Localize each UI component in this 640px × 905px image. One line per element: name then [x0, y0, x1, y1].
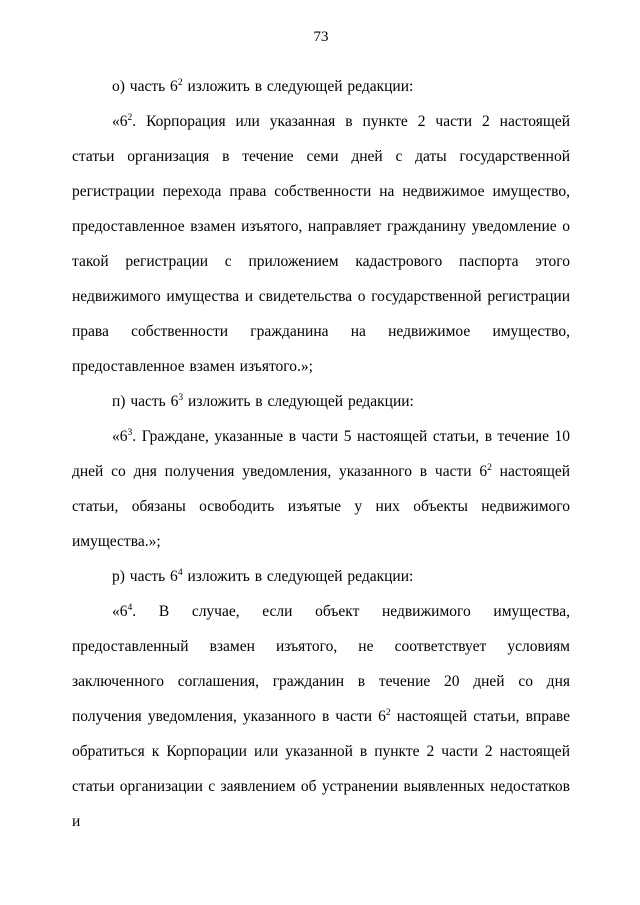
paragraph: «$6^3$. Граждане, указанные в части 5 настоящей статьи, в течение 10 дней со дня получения уведомления, указанного в части $6^2$ настоящей статьи, обязаны освободить изъятые у них объекты недвижимого имущества.»; — [72, 426, 570, 550]
paragraph: «$6^4$. В случае, если объект недвижимого имущества, предоставленный взамен изъятого, не соответствует условиям заключенного соглашения, гражданин в течение 20 дней со дня получения уведомления, указанного в части $6^2$ настоящей статьи, вправе обратиться к Корпорации или указанной в пункте 2 части 2 настоящей статьи организации с заявлением об устранении выявленных недостатков и — [72, 601, 570, 830]
paragraph: п) часть $6^3$ изложить в следующей редакции: — [112, 391, 414, 410]
superscript: 4 — [177, 566, 183, 578]
paragraph: «$6^2$. Корпорация или указанная в пункте 2 части 2 настоящей статьи организация в течение семи дней с даты государственной регистрации перехода права собственности на недвижимое имущество, предоставленное взамен изъятого, направляет гражданину уведомление о такой регистрации с приложением кадастрового паспорта этого недвижимого имущества и свидетельства о государственной регистрации права собственности гражданина на недвижимое имущество, предоставленное взамен изъятого.»; — [72, 111, 570, 375]
superscript: 3 — [127, 426, 133, 438]
page-number: 73 — [313, 29, 329, 45]
paragraph: о) часть $6^2$ изложить в следующей редакции: — [112, 76, 414, 95]
paragraph: р) часть $6^4$ изложить в следующей редакции: — [112, 566, 414, 585]
superscript: 2 — [127, 111, 133, 123]
document-body — [72, 69, 570, 839]
superscript: 4 — [127, 601, 133, 613]
superscript: 3 — [178, 391, 184, 403]
superscript: 2 — [385, 706, 391, 718]
superscript: 2 — [177, 76, 183, 88]
superscript: 2 — [487, 461, 492, 473]
